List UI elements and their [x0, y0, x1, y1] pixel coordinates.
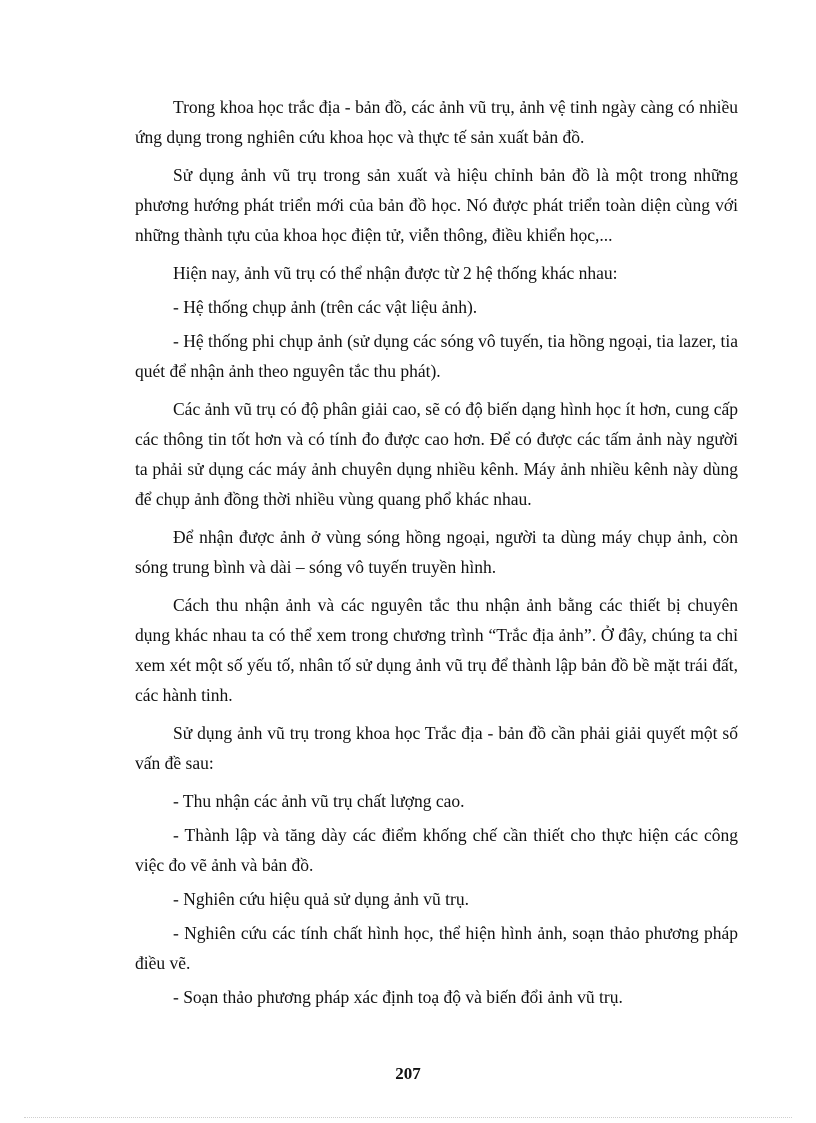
body-text — [135, 92, 738, 1016]
paragraph: - Hệ thống phi chụp ảnh (sử dụng các sóng vô tuyến, tia hồng ngoại, tia lazer, tia quét để nhận ảnh theo nguyên tắc thu phát). — [135, 331, 738, 381]
page-number: 207 — [395, 1064, 421, 1083]
list-item: - Nghiên cứu hiệu quả sử dụng ảnh vũ trụ. — [173, 889, 469, 909]
list-item: - Nghiên cứu các tính chất hình học, thể hiện hình ảnh, soạn thảo phương pháp điều vẽ. — [135, 923, 738, 973]
paragraph: - Hệ thống chụp ảnh (trên các vật liệu ảnh). — [173, 297, 478, 317]
paragraph: Để nhận được ảnh ở vùng sóng hồng ngoại, người ta dùng máy chụp ảnh, còn sóng trung bình và dài – sóng vô tuyến truyền hình. — [135, 527, 738, 577]
paragraph: Cách thu nhận ảnh và các nguyên tắc thu nhận ảnh bằng các thiết bị chuyên dụng khác nhau ta có thể xem trong chương trình “Trắc địa ảnh”. Ở đây, chúng ta chỉ xem xét một số yếu tố, nhân tố sử dụng ảnh vũ trụ để thành lập bản đồ bề mặt trái đất, các hành tinh. — [135, 595, 738, 705]
list-item: - Thu nhận các ảnh vũ trụ chất lượng cao. — [173, 791, 465, 811]
paragraph: Trong khoa học trắc địa - bản đồ, các ảnh vũ trụ, ảnh vệ tinh ngày càng có nhiều ứng dụng trong nghiên cứu khoa học và thực tế sản xuất bản đồ. — [135, 97, 738, 147]
bottom-divider — [24, 1117, 792, 1118]
paragraph: Các ảnh vũ trụ có độ phân giải cao, sẽ có độ biến dạng hình học ít hơn, cung cấp các thông tin tốt hơn và có tính đo được cao hơn. Để có được các tấm ảnh này người ta phải sử dụng các máy ảnh chuyên dụng nhiều kênh. Máy ảnh nhiều kênh này dùng để chụp ảnh đồng thời nhiều vùng quang phổ khác nhau. — [135, 399, 738, 509]
paragraph: Hiện nay, ảnh vũ trụ có thể nhận được từ 2 hệ thống khác nhau: — [173, 263, 618, 283]
list-item: - Soạn thảo phương pháp xác định toạ độ và biến đổi ảnh vũ trụ. — [173, 987, 623, 1007]
paragraph: Sử dụng ảnh vũ trụ trong sản xuất và hiệu chỉnh bản đồ là một trong những phương hướng phát triển mới của bản đồ học. Nó được phát triển toàn diện cùng với những thành tựu của khoa học điện tử, viễn thông, điều khiển học,... — [135, 165, 738, 245]
list-item: - Thành lập và tăng dày các điểm khống chế cần thiết cho thực hiện các công việc đo vẽ ảnh và bản đồ. — [135, 825, 738, 875]
paragraph: Sử dụng ảnh vũ trụ trong khoa học Trắc địa - bản đồ cần phải giải quyết một số vấn đề sau: — [135, 723, 738, 773]
